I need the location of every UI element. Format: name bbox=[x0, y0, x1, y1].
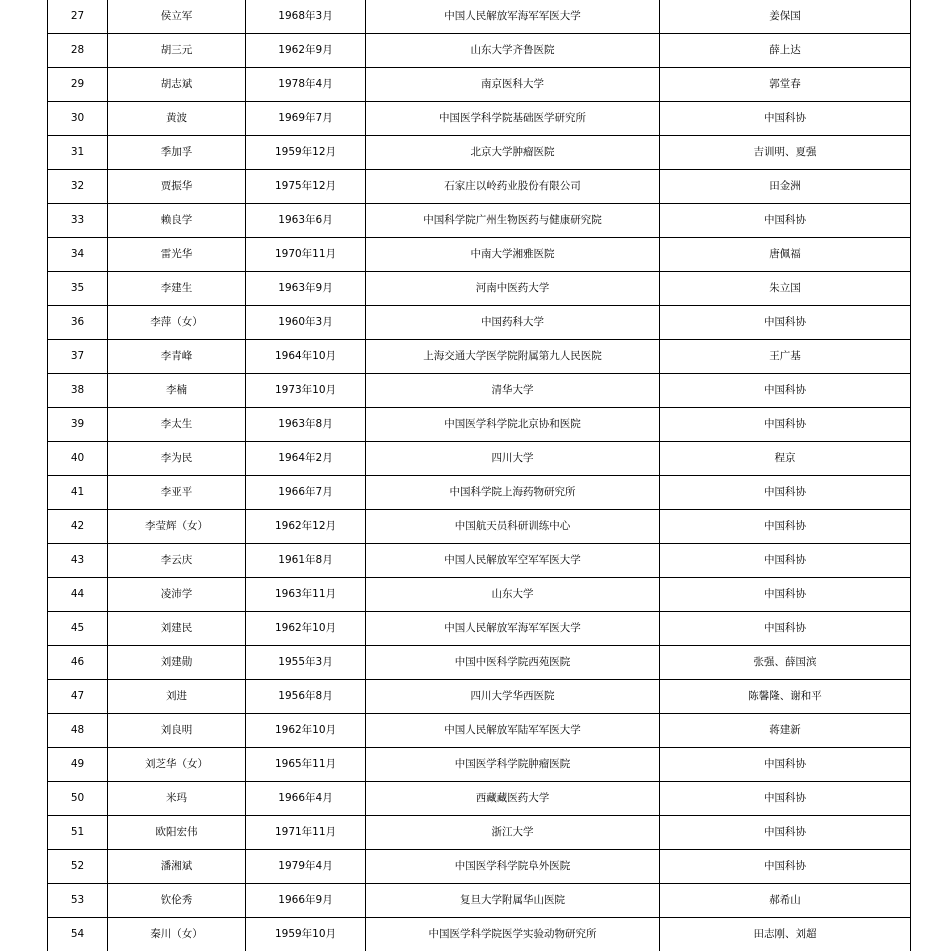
name-cell: 胡三元 bbox=[108, 34, 246, 68]
recommender-cell: 中国科协 bbox=[660, 782, 911, 816]
birth-date-cell: 1959年10月 bbox=[246, 918, 366, 951]
name-cell: 胡志斌 bbox=[108, 68, 246, 102]
recommender-cell: 中国科协 bbox=[660, 102, 911, 136]
recommender-cell: 中国科协 bbox=[660, 476, 911, 510]
row-number-cell: 50 bbox=[48, 782, 108, 816]
row-number-cell: 41 bbox=[48, 476, 108, 510]
name-cell: 刘建民 bbox=[108, 612, 246, 646]
table-row bbox=[48, 306, 911, 340]
work-unit-cell: 南京医科大学 bbox=[366, 68, 660, 102]
table-row bbox=[48, 102, 911, 136]
name-cell: 李建生 bbox=[108, 272, 246, 306]
table-row bbox=[48, 612, 911, 646]
row-number-cell: 51 bbox=[48, 816, 108, 850]
name-cell: 季加孚 bbox=[108, 136, 246, 170]
row-number-cell: 27 bbox=[48, 0, 108, 34]
recommender-cell: 吉训明、夏强 bbox=[660, 136, 911, 170]
recommender-cell: 唐佩福 bbox=[660, 238, 911, 272]
table-row bbox=[48, 714, 911, 748]
row-number-cell: 46 bbox=[48, 646, 108, 680]
recommender-cell: 中国科协 bbox=[660, 816, 911, 850]
work-unit-cell: 四川大学华西医院 bbox=[366, 680, 660, 714]
row-number-cell: 31 bbox=[48, 136, 108, 170]
recommender-cell: 薛上达 bbox=[660, 34, 911, 68]
recommender-cell: 中国科协 bbox=[660, 850, 911, 884]
table-row bbox=[48, 476, 911, 510]
work-unit-cell: 中国人民解放军海军军医大学 bbox=[366, 612, 660, 646]
birth-date-cell: 1965年11月 bbox=[246, 748, 366, 782]
table-row bbox=[48, 442, 911, 476]
table-row bbox=[48, 272, 911, 306]
work-unit-cell: 中国医学科学院基础医学研究所 bbox=[366, 102, 660, 136]
birth-date-cell: 1963年11月 bbox=[246, 578, 366, 612]
row-number-cell: 47 bbox=[48, 680, 108, 714]
row-number-cell: 32 bbox=[48, 170, 108, 204]
name-cell: 李太生 bbox=[108, 408, 246, 442]
row-number-cell: 43 bbox=[48, 544, 108, 578]
recommender-cell: 郭堂春 bbox=[660, 68, 911, 102]
name-cell: 刘良明 bbox=[108, 714, 246, 748]
work-unit-cell: 中国科学院广州生物医药与健康研究院 bbox=[366, 204, 660, 238]
name-cell: 潘湘斌 bbox=[108, 850, 246, 884]
name-cell: 秦川（女） bbox=[108, 918, 246, 951]
table-row bbox=[48, 204, 911, 238]
table-row bbox=[48, 850, 911, 884]
row-number-cell: 28 bbox=[48, 34, 108, 68]
row-number-cell: 49 bbox=[48, 748, 108, 782]
name-cell: 李云庆 bbox=[108, 544, 246, 578]
recommender-cell: 蒋建新 bbox=[660, 714, 911, 748]
table-row bbox=[48, 510, 911, 544]
row-number-cell: 34 bbox=[48, 238, 108, 272]
table-row bbox=[48, 68, 911, 102]
name-cell: 李为民 bbox=[108, 442, 246, 476]
name-cell: 李青峰 bbox=[108, 340, 246, 374]
birth-date-cell: 1963年8月 bbox=[246, 408, 366, 442]
work-unit-cell: 河南中医药大学 bbox=[366, 272, 660, 306]
recommender-cell: 张强、薛国滨 bbox=[660, 646, 911, 680]
birth-date-cell: 1978年4月 bbox=[246, 68, 366, 102]
row-number-cell: 38 bbox=[48, 374, 108, 408]
name-cell: 李亚平 bbox=[108, 476, 246, 510]
row-number-cell: 40 bbox=[48, 442, 108, 476]
name-cell: 侯立军 bbox=[108, 0, 246, 34]
birth-date-cell: 1962年12月 bbox=[246, 510, 366, 544]
table-row bbox=[48, 340, 911, 374]
work-unit-cell: 中国中医科学院西苑医院 bbox=[366, 646, 660, 680]
recommender-cell: 陈馨隆、谢和平 bbox=[660, 680, 911, 714]
name-cell: 黄波 bbox=[108, 102, 246, 136]
birth-date-cell: 1969年7月 bbox=[246, 102, 366, 136]
table-row bbox=[48, 816, 911, 850]
work-unit-cell: 中国医学科学院阜外医院 bbox=[366, 850, 660, 884]
recommender-cell: 中国科协 bbox=[660, 544, 911, 578]
birth-date-cell: 1975年12月 bbox=[246, 170, 366, 204]
table-row bbox=[48, 748, 911, 782]
table-row bbox=[48, 408, 911, 442]
work-unit-cell: 中国人民解放军陆军军医大学 bbox=[366, 714, 660, 748]
birth-date-cell: 1963年9月 bbox=[246, 272, 366, 306]
name-cell: 欧阳宏伟 bbox=[108, 816, 246, 850]
work-unit-cell: 中国科学院上海药物研究所 bbox=[366, 476, 660, 510]
birth-date-cell: 1964年10月 bbox=[246, 340, 366, 374]
work-unit-cell: 中南大学湘雅医院 bbox=[366, 238, 660, 272]
name-cell: 钦伦秀 bbox=[108, 884, 246, 918]
table-row bbox=[48, 782, 911, 816]
table-row bbox=[48, 374, 911, 408]
work-unit-cell: 中国人民解放军空军军医大学 bbox=[366, 544, 660, 578]
name-cell: 贾振华 bbox=[108, 170, 246, 204]
row-number-cell: 42 bbox=[48, 510, 108, 544]
row-number-cell: 44 bbox=[48, 578, 108, 612]
recommender-cell: 中国科协 bbox=[660, 374, 911, 408]
name-cell: 刘进 bbox=[108, 680, 246, 714]
work-unit-cell: 中国医学科学院医学实验动物研究所 bbox=[366, 918, 660, 951]
recommender-cell: 王广基 bbox=[660, 340, 911, 374]
birth-date-cell: 1966年9月 bbox=[246, 884, 366, 918]
name-cell: 米玛 bbox=[108, 782, 246, 816]
table-row bbox=[48, 170, 911, 204]
table-row bbox=[48, 238, 911, 272]
name-cell: 赖良学 bbox=[108, 204, 246, 238]
nominee-table-body bbox=[48, 0, 911, 951]
recommender-cell: 姜保国 bbox=[660, 0, 911, 34]
nominee-table-container bbox=[47, 0, 910, 951]
table-row bbox=[48, 136, 911, 170]
birth-date-cell: 1979年4月 bbox=[246, 850, 366, 884]
work-unit-cell: 北京大学肿瘤医院 bbox=[366, 136, 660, 170]
table-row bbox=[48, 646, 911, 680]
work-unit-cell: 山东大学齐鲁医院 bbox=[366, 34, 660, 68]
work-unit-cell: 中国航天员科研训练中心 bbox=[366, 510, 660, 544]
birth-date-cell: 1966年7月 bbox=[246, 476, 366, 510]
recommender-cell: 田志刚、刘超 bbox=[660, 918, 911, 951]
row-number-cell: 48 bbox=[48, 714, 108, 748]
work-unit-cell: 中国医学科学院北京协和医院 bbox=[366, 408, 660, 442]
birth-date-cell: 1970年11月 bbox=[246, 238, 366, 272]
birth-date-cell: 1963年6月 bbox=[246, 204, 366, 238]
birth-date-cell: 1956年8月 bbox=[246, 680, 366, 714]
work-unit-cell: 复旦大学附属华山医院 bbox=[366, 884, 660, 918]
table-row bbox=[48, 918, 911, 951]
name-cell: 刘芝华（女） bbox=[108, 748, 246, 782]
recommender-cell: 中国科协 bbox=[660, 748, 911, 782]
row-number-cell: 53 bbox=[48, 884, 108, 918]
work-unit-cell: 中国药科大学 bbox=[366, 306, 660, 340]
table-row bbox=[48, 544, 911, 578]
name-cell: 李楠 bbox=[108, 374, 246, 408]
table-row bbox=[48, 578, 911, 612]
row-number-cell: 30 bbox=[48, 102, 108, 136]
row-number-cell: 35 bbox=[48, 272, 108, 306]
recommender-cell: 中国科协 bbox=[660, 578, 911, 612]
recommender-cell: 中国科协 bbox=[660, 612, 911, 646]
birth-date-cell: 1968年3月 bbox=[246, 0, 366, 34]
birth-date-cell: 1973年10月 bbox=[246, 374, 366, 408]
birth-date-cell: 1962年10月 bbox=[246, 612, 366, 646]
birth-date-cell: 1966年4月 bbox=[246, 782, 366, 816]
work-unit-cell: 四川大学 bbox=[366, 442, 660, 476]
nominee-table bbox=[47, 0, 911, 951]
recommender-cell: 中国科协 bbox=[660, 306, 911, 340]
work-unit-cell: 清华大学 bbox=[366, 374, 660, 408]
row-number-cell: 36 bbox=[48, 306, 108, 340]
birth-date-cell: 1959年12月 bbox=[246, 136, 366, 170]
recommender-cell: 郝希山 bbox=[660, 884, 911, 918]
work-unit-cell: 中国医学科学院肿瘤医院 bbox=[366, 748, 660, 782]
recommender-cell: 中国科协 bbox=[660, 408, 911, 442]
birth-date-cell: 1962年10月 bbox=[246, 714, 366, 748]
name-cell: 李萍（女） bbox=[108, 306, 246, 340]
name-cell: 李莹辉（女） bbox=[108, 510, 246, 544]
row-number-cell: 33 bbox=[48, 204, 108, 238]
row-number-cell: 52 bbox=[48, 850, 108, 884]
table-row bbox=[48, 0, 911, 34]
recommender-cell: 中国科协 bbox=[660, 204, 911, 238]
work-unit-cell: 浙江大学 bbox=[366, 816, 660, 850]
name-cell: 刘建勋 bbox=[108, 646, 246, 680]
work-unit-cell: 上海交通大学医学院附属第九人民医院 bbox=[366, 340, 660, 374]
table-row bbox=[48, 884, 911, 918]
row-number-cell: 37 bbox=[48, 340, 108, 374]
name-cell: 凌沛学 bbox=[108, 578, 246, 612]
table-row bbox=[48, 680, 911, 714]
recommender-cell: 朱立国 bbox=[660, 272, 911, 306]
recommender-cell: 中国科协 bbox=[660, 510, 911, 544]
table-row bbox=[48, 34, 911, 68]
work-unit-cell: 中国人民解放军海军军医大学 bbox=[366, 0, 660, 34]
work-unit-cell: 山东大学 bbox=[366, 578, 660, 612]
row-number-cell: 29 bbox=[48, 68, 108, 102]
birth-date-cell: 1962年9月 bbox=[246, 34, 366, 68]
row-number-cell: 54 bbox=[48, 918, 108, 951]
recommender-cell: 田金洲 bbox=[660, 170, 911, 204]
birth-date-cell: 1964年2月 bbox=[246, 442, 366, 476]
row-number-cell: 45 bbox=[48, 612, 108, 646]
work-unit-cell: 西藏藏医药大学 bbox=[366, 782, 660, 816]
work-unit-cell: 石家庄以岭药业股份有限公司 bbox=[366, 170, 660, 204]
birth-date-cell: 1955年3月 bbox=[246, 646, 366, 680]
birth-date-cell: 1971年11月 bbox=[246, 816, 366, 850]
recommender-cell: 程京 bbox=[660, 442, 911, 476]
name-cell: 雷光华 bbox=[108, 238, 246, 272]
birth-date-cell: 1960年3月 bbox=[246, 306, 366, 340]
birth-date-cell: 1961年8月 bbox=[246, 544, 366, 578]
row-number-cell: 39 bbox=[48, 408, 108, 442]
